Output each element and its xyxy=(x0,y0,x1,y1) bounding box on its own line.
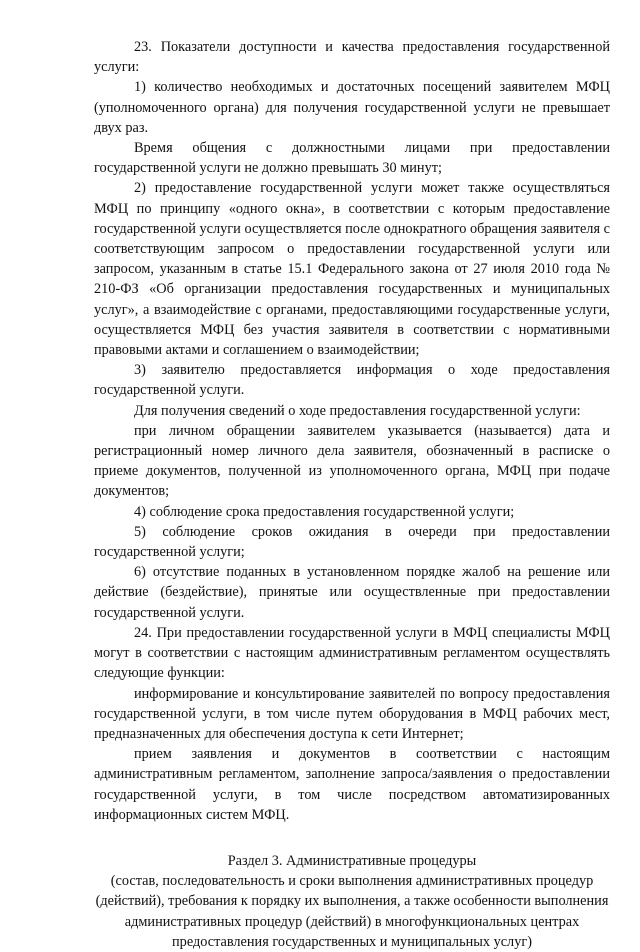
paragraph-function-informing: информирование и консультирование заявителей по вопросу предоставления государственной услуги, в том числе путем оборудования в МФЦ рабочих мест, предназначенных для обеспечения доступа к сети Интернет; xyxy=(94,685,610,742)
paragraph-progress-info: Для получения сведений о ходе предоставления государственной услуги: xyxy=(134,402,581,419)
paragraph-23-heading: 23. Показатели доступности и качества предоставления государственной услуги: xyxy=(94,39,610,76)
paragraph-contact-time: Время общения с должностными лицами при предоставлении государственной услуги не должно превышать 30 минут; xyxy=(94,140,610,177)
section-heading: Раздел 3. Административные процедуры xyxy=(227,852,477,869)
paragraph-item-2: 2) предоставление государственной услуги может также осуществляться МФЦ по принципу «одного окна», в соответствии с которым предоставление государственной услуги осуществляется после однократного обращения заявителя с соответствующим запросом о предоставлении государственной услуги или запросом, указанным в статье 15.1 Федерального закона от 27 июля 2010 года № 210-ФЗ «Об организации предоставления государственных и муниципальных услуг», а взаимодействие с органами, предоставляющими государственные услуги, осуществляется МФЦ без участия заявителя в соответствии с нормативными правовыми актами и соглашением о взаимодействии; xyxy=(94,180,610,359)
paragraph-item-4: 4) соблюдение срока предоставления государственной услуги; xyxy=(134,503,515,520)
section-subtitle: (состав, последовательность и сроки выполнения административных процедур (действий), требования к порядку их выполнения, а также особенности выполнения административных процедур (действий) в многофункциональных центрах предоставления государственных и муниципальных услуг) xyxy=(95,873,609,950)
paragraph-24-heading: 24. При предоставлении государственной услуги в МФЦ специалисты МФЦ могут в соответствии с настоящим административным регламентом осуществлять следующие функции: xyxy=(94,624,610,682)
paragraph-item-5: 5) соблюдение сроков ожидания в очереди при предоставлении государственной услуги; xyxy=(94,523,610,561)
paragraph-item-6: 6) отсутствие поданных в установленном порядке жалоб на решение или действие (бездействие), принятые или осуществленные при предоставлении государственной услуги. xyxy=(94,564,610,621)
section-3-heading-block xyxy=(94,851,610,952)
paragraph-function-intake: прием заявления и документов в соответствии с настоящим административным регламентом, заполнение запроса/заявления о предоставлении государственной услуги, в том числе посредством автоматизированных информационных систем МФЦ. xyxy=(94,746,610,823)
paragraph-item-3: 3) заявителю предоставляется информация о ходе предоставления государственной услуги. xyxy=(94,362,610,399)
document-body xyxy=(94,37,610,825)
paragraph-item-1: 1) количество необходимых и достаточных посещений заявителем МФЦ (уполномоченного органа) для получения государственной услуги не превышает двух раз. xyxy=(94,79,610,136)
paragraph-personal-visit: при личном обращении заявителем указывается (называется) дата и регистрационный номер личного дела заявителя, обозначенный в расписке о приеме документов, полученной из уполномоченного органа, МФЦ при подаче документов; xyxy=(94,422,610,500)
